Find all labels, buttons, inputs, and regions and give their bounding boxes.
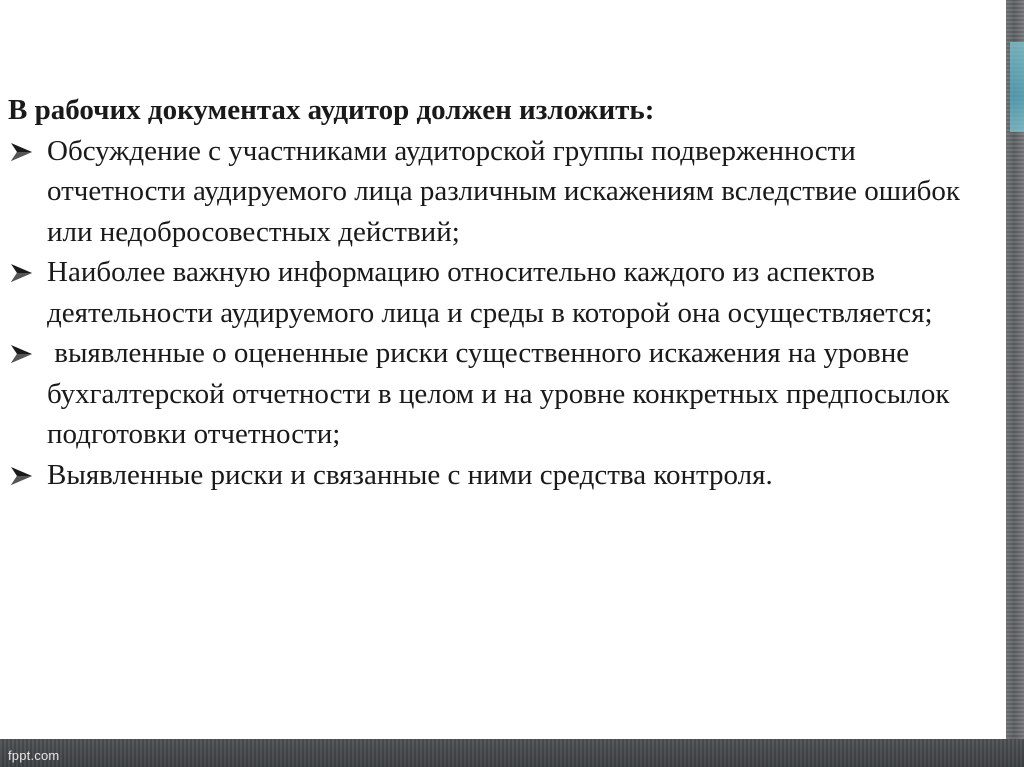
arrow-bullet-icon bbox=[8, 252, 38, 292]
bullet-item bbox=[8, 252, 978, 333]
bullet-text: Обсуждение с участниками аудиторской группы подверженности отчетности аудируемого лица различным искажениям вследствие ошибок или недобросовестных действий; bbox=[47, 134, 968, 248]
slide-heading: В рабочих документах аудитор должен изложить: bbox=[8, 94, 655, 126]
accent-bar bbox=[1010, 42, 1024, 132]
bottom-frame-strip bbox=[0, 739, 1024, 767]
bullet-item bbox=[8, 131, 978, 253]
bullet-list bbox=[8, 131, 978, 496]
slide-content bbox=[8, 90, 978, 495]
footer-watermark: fppt.com bbox=[8, 748, 60, 763]
arrow-bullet-icon bbox=[8, 131, 38, 171]
arrow-bullet-icon bbox=[8, 455, 38, 495]
right-frame-strip bbox=[1006, 0, 1024, 767]
bullet-text: выявленные о оцененные риски существенного искажения на уровне бухгалтерской отчетности в целом и на уровне конкретных предпосылок подготовки отчетности; bbox=[47, 337, 957, 450]
bullet-text: Наиболее важную информацию относительно каждого из аспектов деятельности аудируемого лица и среды в которой она осуществляется; bbox=[47, 256, 933, 329]
bullet-item bbox=[8, 455, 978, 496]
bullet-text: Выявленные риски и связанные с ними средства контроля. bbox=[47, 458, 773, 491]
arrow-bullet-icon bbox=[8, 333, 38, 373]
bullet-item bbox=[8, 333, 978, 455]
